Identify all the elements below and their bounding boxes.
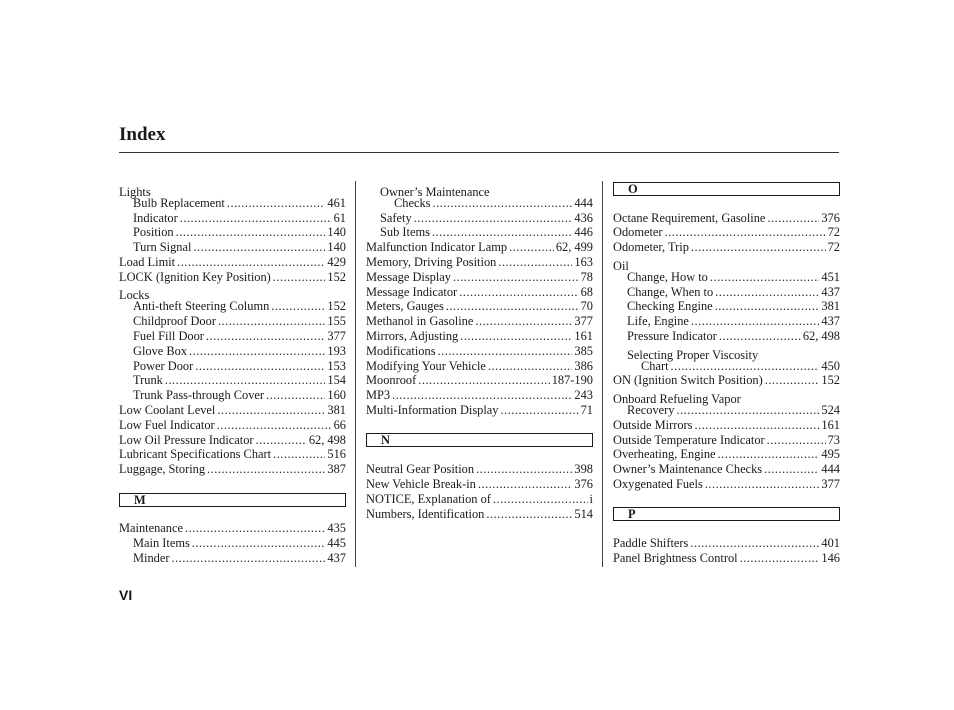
- spacer: [613, 196, 840, 211]
- dot-leader: [764, 462, 819, 477]
- dot-leader: [690, 536, 819, 551]
- dot-leader: [227, 196, 326, 211]
- entry-term: Outside Mirrors: [613, 417, 693, 432]
- entry-term: Message Display: [366, 269, 451, 284]
- dot-leader: [765, 373, 820, 388]
- entry-term: Paddle Shifters: [613, 536, 689, 551]
- entry-page-ref: 381: [821, 299, 840, 314]
- entry-term: Recovery: [627, 402, 675, 417]
- entry-page-ref: 140: [327, 240, 346, 255]
- index-entry[interactable]: [119, 447, 346, 462]
- dot-leader: [493, 492, 588, 507]
- entry-term: Glove Box: [133, 343, 188, 358]
- entry-page-ref: 154: [327, 373, 346, 388]
- entry-term: Power Door: [133, 358, 194, 373]
- dot-leader: [153, 181, 344, 196]
- entry-page-ref: 243: [574, 388, 593, 403]
- index-entry[interactable]: [119, 329, 346, 344]
- index-entry[interactable]: [613, 299, 840, 314]
- entry-page-ref: 152: [821, 373, 840, 388]
- entry-term: Overheating, Engine: [613, 447, 716, 462]
- index-entry[interactable]: [119, 521, 346, 536]
- dot-leader: [498, 255, 572, 270]
- index-entry[interactable]: [613, 359, 840, 374]
- index-entry[interactable]: [366, 240, 593, 255]
- entry-term: Modifying Your Vehicle: [366, 358, 486, 373]
- entry-page-ref: 444: [574, 195, 593, 210]
- index-entry[interactable]: [366, 373, 593, 388]
- entry-page-ref: 376: [821, 210, 840, 225]
- entry-page-ref: 78: [580, 269, 593, 284]
- index-entry[interactable]: [613, 373, 840, 388]
- entry-page-ref: 161: [821, 417, 840, 432]
- dot-leader: [501, 403, 579, 418]
- entry-term: MP3: [366, 388, 391, 403]
- dot-leader: [171, 551, 325, 566]
- index-entry[interactable]: [366, 255, 593, 270]
- entry-term: Meters, Gauges: [366, 299, 444, 314]
- index-entry[interactable]: [613, 447, 840, 462]
- entry-page-ref: 70: [580, 299, 593, 314]
- dot-leader: [767, 433, 826, 448]
- entry-page-ref: 386: [574, 358, 593, 373]
- dot-leader: [193, 240, 325, 255]
- dot-leader: [743, 388, 838, 403]
- section-letter-header: O: [613, 182, 840, 196]
- index-entry[interactable]: [119, 314, 346, 329]
- entry-page-ref: 72: [827, 225, 840, 240]
- dot-leader: [151, 285, 344, 300]
- entry-page-ref: 451: [821, 269, 840, 284]
- index-entry[interactable]: [613, 211, 840, 226]
- dot-leader: [475, 314, 572, 329]
- dot-leader: [195, 359, 325, 374]
- index-entry[interactable]: [366, 270, 593, 285]
- dot-leader: [438, 344, 573, 359]
- dot-leader: [432, 196, 572, 211]
- entry-page-ref: 446: [574, 225, 593, 240]
- index-entry[interactable]: [366, 329, 593, 344]
- index-entry[interactable]: [366, 196, 593, 211]
- entry-term: Octane Requirement, Gasoline: [613, 210, 766, 225]
- entry-term: Checks: [394, 195, 431, 210]
- entry-page-ref: 381: [327, 402, 346, 417]
- dot-leader: [217, 418, 332, 433]
- index-entry[interactable]: [366, 211, 593, 226]
- entry-page-ref: 401: [821, 536, 840, 551]
- index-entry[interactable]: [119, 211, 346, 226]
- entry-term: Change, When to: [627, 284, 714, 299]
- dot-leader: [719, 329, 801, 344]
- dot-leader: [460, 329, 572, 344]
- entry-page-ref: 377: [574, 314, 593, 329]
- dot-leader: [217, 403, 325, 418]
- index-entry[interactable]: [366, 225, 593, 240]
- entry-term: Owner’s Maintenance: [380, 184, 490, 199]
- entry-page-ref: 376: [574, 476, 593, 491]
- dot-leader: [218, 314, 325, 329]
- index-entry[interactable]: [119, 418, 346, 433]
- index-entry[interactable]: [613, 285, 840, 300]
- index-entry[interactable]: [613, 536, 840, 551]
- entry-page-ref: 516: [327, 447, 346, 462]
- entry-page-ref: 429: [327, 254, 346, 269]
- entry-term: Luggage, Storing: [119, 462, 206, 477]
- dot-leader: [718, 447, 820, 462]
- entry-term: NOTICE, Explanation of: [366, 491, 491, 506]
- index-entry[interactable]: [613, 270, 840, 285]
- index-entry[interactable]: [366, 403, 593, 418]
- entry-page-ref: 437: [821, 314, 840, 329]
- entry-page-ref: 193: [327, 343, 346, 358]
- entry-term: Position: [133, 225, 174, 240]
- entry-page-ref: 155: [327, 314, 346, 329]
- entry-term: Change, How to: [627, 269, 708, 284]
- entry-page-ref: 68: [580, 284, 593, 299]
- entry-page-ref: 161: [574, 328, 593, 343]
- entry-term: Mirrors, Adjusting: [366, 328, 459, 343]
- spacer: [613, 492, 840, 507]
- entry-term: Minder: [133, 550, 170, 565]
- entry-term: Maintenance: [119, 521, 183, 536]
- entry-page-ref: 514: [574, 506, 593, 521]
- entry-term: Locks: [119, 288, 150, 303]
- index-entry[interactable]: [119, 181, 346, 199]
- index-entry[interactable]: [613, 388, 840, 406]
- entry-term: Modifications: [366, 343, 436, 358]
- spacer: [119, 507, 346, 522]
- entry-term: Moonroof: [366, 373, 417, 388]
- entry-term: Message Indicator: [366, 284, 458, 299]
- entry-page-ref: 146: [821, 550, 840, 565]
- entry-page-ref: 163: [574, 254, 593, 269]
- dot-leader: [715, 285, 819, 300]
- dot-leader: [176, 225, 326, 240]
- index-entry[interactable]: [366, 344, 593, 359]
- spacer: [119, 477, 346, 492]
- entry-term: Safety: [380, 210, 412, 225]
- dot-leader: [446, 299, 579, 314]
- dot-leader: [691, 314, 819, 329]
- entry-term: Indicator: [133, 210, 178, 225]
- entry-term: Odometer: [613, 225, 663, 240]
- dot-leader: [631, 255, 838, 270]
- entry-term: Owner’s Maintenance Checks: [613, 462, 763, 477]
- entry-term: Checking Engine: [627, 299, 713, 314]
- entry-page-ref: 495: [821, 447, 840, 462]
- entry-page-ref: 152: [327, 269, 346, 284]
- page-title: Index: [119, 124, 166, 145]
- entry-page-ref: 140: [327, 225, 346, 240]
- index-entry[interactable]: [613, 462, 840, 477]
- dot-leader: [392, 388, 572, 403]
- entry-page-ref: 153: [327, 358, 346, 373]
- index-entry[interactable]: [366, 477, 593, 492]
- index-entry[interactable]: [119, 344, 346, 359]
- title-rule: [119, 152, 839, 153]
- dot-leader: [432, 225, 572, 240]
- dot-leader: [192, 536, 326, 551]
- index-entry[interactable]: [366, 492, 593, 507]
- index-entry[interactable]: [366, 507, 593, 522]
- entry-term: Life, Engine: [627, 314, 689, 329]
- index-entry[interactable]: [119, 551, 346, 566]
- entry-page-ref: 387: [327, 462, 346, 477]
- index-entry[interactable]: [119, 536, 346, 551]
- index-entry[interactable]: [613, 477, 840, 492]
- index-entry[interactable]: [366, 359, 593, 374]
- entry-term: Turn Signal: [133, 240, 192, 255]
- index-entry[interactable]: [366, 285, 593, 300]
- index-entry[interactable]: [119, 359, 346, 374]
- entry-term: Onboard Refueling Vapor: [613, 391, 741, 406]
- entry-page-ref: 62, 498: [802, 328, 840, 343]
- dot-leader: [478, 477, 573, 492]
- dot-leader: [256, 433, 307, 448]
- dot-leader: [509, 240, 554, 255]
- entry-page-ref: 187-190: [551, 373, 593, 388]
- dot-leader: [695, 418, 820, 433]
- entry-term: Oil: [613, 258, 629, 273]
- index-column-2: [366, 181, 593, 521]
- index-entry[interactable]: [366, 388, 593, 403]
- dot-leader: [271, 299, 325, 314]
- entry-page-ref: 461: [327, 195, 346, 210]
- index-entry[interactable]: [366, 462, 593, 477]
- entry-term: Oxygenated Fuels: [613, 476, 703, 491]
- index-entry[interactable]: [613, 225, 840, 240]
- index-entry[interactable]: [613, 551, 840, 566]
- entry-page-ref: 436: [574, 210, 593, 225]
- entry-page-ref: 71: [580, 402, 593, 417]
- entry-page-ref: 73: [827, 432, 840, 447]
- index-entry[interactable]: [613, 433, 840, 448]
- entry-term: Neutral Gear Position: [366, 462, 475, 477]
- entry-term: Trunk Pass-through Cover: [133, 388, 265, 403]
- section-letter-header: N: [366, 433, 593, 447]
- dot-leader: [180, 211, 332, 226]
- entry-page-ref: 437: [327, 550, 346, 565]
- entry-term: LOCK (Ignition Key Position): [119, 269, 271, 284]
- entry-page-ref: 377: [327, 328, 346, 343]
- dot-leader: [453, 270, 579, 285]
- entry-term: Malfunction Indicator Lamp: [366, 240, 508, 255]
- index-entry[interactable]: [119, 196, 346, 211]
- section-letter-header: P: [613, 507, 840, 521]
- dot-leader: [273, 447, 325, 462]
- entry-page-ref: 72: [827, 240, 840, 255]
- dot-leader: [676, 403, 819, 418]
- dot-leader: [206, 329, 325, 344]
- entry-term: Anti-theft Steering Column: [133, 299, 270, 314]
- index-entry[interactable]: [119, 225, 346, 240]
- index-entry[interactable]: [613, 418, 840, 433]
- dot-leader: [177, 255, 325, 270]
- index-entry[interactable]: [366, 314, 593, 329]
- dot-leader: [414, 211, 573, 226]
- entry-page-ref: 160: [327, 388, 346, 403]
- dot-leader: [476, 462, 572, 477]
- entry-page-ref: 437: [821, 284, 840, 299]
- dot-leader: [273, 270, 326, 285]
- dot-leader: [185, 521, 325, 536]
- entry-page-ref: 385: [574, 343, 593, 358]
- entry-term: Multi-Information Display: [366, 402, 499, 417]
- entry-term: Panel Brightness Control: [613, 550, 738, 565]
- index-entry[interactable]: [119, 240, 346, 255]
- entry-page-ref: 450: [821, 358, 840, 373]
- column-divider: [602, 181, 603, 567]
- entry-term: Numbers, Identification: [366, 506, 485, 521]
- dot-leader: [459, 285, 578, 300]
- entry-page-ref: 61: [333, 210, 346, 225]
- index-entry[interactable]: [119, 462, 346, 477]
- entry-page-ref: 377: [821, 476, 840, 491]
- entry-page-ref: 152: [327, 299, 346, 314]
- dot-leader: [266, 388, 325, 403]
- entry-term: Childproof Door: [133, 314, 216, 329]
- index-entry[interactable]: [613, 329, 840, 344]
- dot-leader: [492, 181, 591, 196]
- index-entry[interactable]: [613, 344, 840, 362]
- entry-page-ref: 444: [821, 462, 840, 477]
- index-entry[interactable]: [119, 433, 346, 448]
- entry-term: ON (Ignition Switch Position): [613, 373, 763, 388]
- index-entry[interactable]: [366, 181, 593, 199]
- entry-term: Methanol in Gasoline: [366, 314, 474, 329]
- entry-term: New Vehicle Break-in: [366, 476, 476, 491]
- dot-leader: [418, 373, 549, 388]
- entry-term: Lubricant Specifications Chart: [119, 447, 272, 462]
- entry-term: Trunk: [133, 373, 163, 388]
- entry-page-ref: 62, 498: [308, 432, 346, 447]
- entry-page-ref: 398: [574, 462, 593, 477]
- dot-leader: [189, 344, 325, 359]
- dot-leader: [165, 373, 326, 388]
- entry-page-ref: 62, 499: [555, 240, 593, 255]
- dot-leader: [705, 477, 820, 492]
- dot-leader: [767, 211, 819, 226]
- entry-term: Load Limit: [119, 254, 176, 269]
- entry-page-ref: 524: [821, 402, 840, 417]
- section-letter-header: M: [119, 493, 346, 507]
- index-entry[interactable]: [613, 240, 840, 255]
- spacer: [613, 521, 840, 536]
- dot-leader: [671, 359, 820, 374]
- entry-page-ref: 66: [333, 417, 346, 432]
- dot-leader: [740, 551, 820, 566]
- entry-term: Lights: [119, 184, 151, 199]
- index-entry[interactable]: [613, 255, 840, 273]
- index-column-1: [119, 181, 346, 566]
- entry-term: Low Oil Pressure Indicator: [119, 432, 254, 447]
- index-entry[interactable]: [366, 299, 593, 314]
- index-entry[interactable]: [119, 255, 346, 270]
- page-number: VI: [119, 587, 133, 603]
- entry-term: Fuel Fill Door: [133, 328, 204, 343]
- entry-term: Outside Temperature Indicator: [613, 432, 765, 447]
- index-entry[interactable]: [613, 403, 840, 418]
- index-column-3: [613, 181, 840, 566]
- spacer: [366, 418, 593, 433]
- index-entry[interactable]: [119, 285, 346, 303]
- index-entry[interactable]: [119, 403, 346, 418]
- index-entry[interactable]: [613, 314, 840, 329]
- dot-leader: [710, 270, 820, 285]
- entry-term: Bulb Replacement: [133, 195, 225, 210]
- dot-leader: [691, 240, 826, 255]
- dot-leader: [715, 299, 820, 314]
- index-entry[interactable]: [119, 373, 346, 388]
- entry-page-ref: i: [589, 491, 593, 506]
- entry-term: Chart: [641, 358, 669, 373]
- entry-page-ref: 445: [327, 536, 346, 551]
- entry-term: Main Items: [133, 536, 190, 551]
- index-entry[interactable]: [119, 388, 346, 403]
- entry-term: Sub Items: [380, 225, 430, 240]
- dot-leader: [665, 225, 826, 240]
- index-entry[interactable]: [119, 299, 346, 314]
- entry-term: Memory, Driving Position: [366, 254, 497, 269]
- entry-term: Selecting Proper Viscosity: [627, 347, 759, 362]
- dot-leader: [760, 344, 838, 359]
- dot-leader: [207, 462, 325, 477]
- entry-term: Odometer, Trip: [613, 240, 689, 255]
- entry-term: Low Fuel Indicator: [119, 417, 215, 432]
- entry-term: Pressure Indicator: [627, 328, 717, 343]
- entry-page-ref: 435: [327, 521, 346, 536]
- entry-term: Low Coolant Level: [119, 402, 216, 417]
- dot-leader: [486, 507, 572, 522]
- dot-leader: [488, 359, 573, 374]
- index-entry[interactable]: [119, 270, 346, 285]
- spacer: [366, 447, 593, 462]
- column-divider: [355, 181, 356, 567]
